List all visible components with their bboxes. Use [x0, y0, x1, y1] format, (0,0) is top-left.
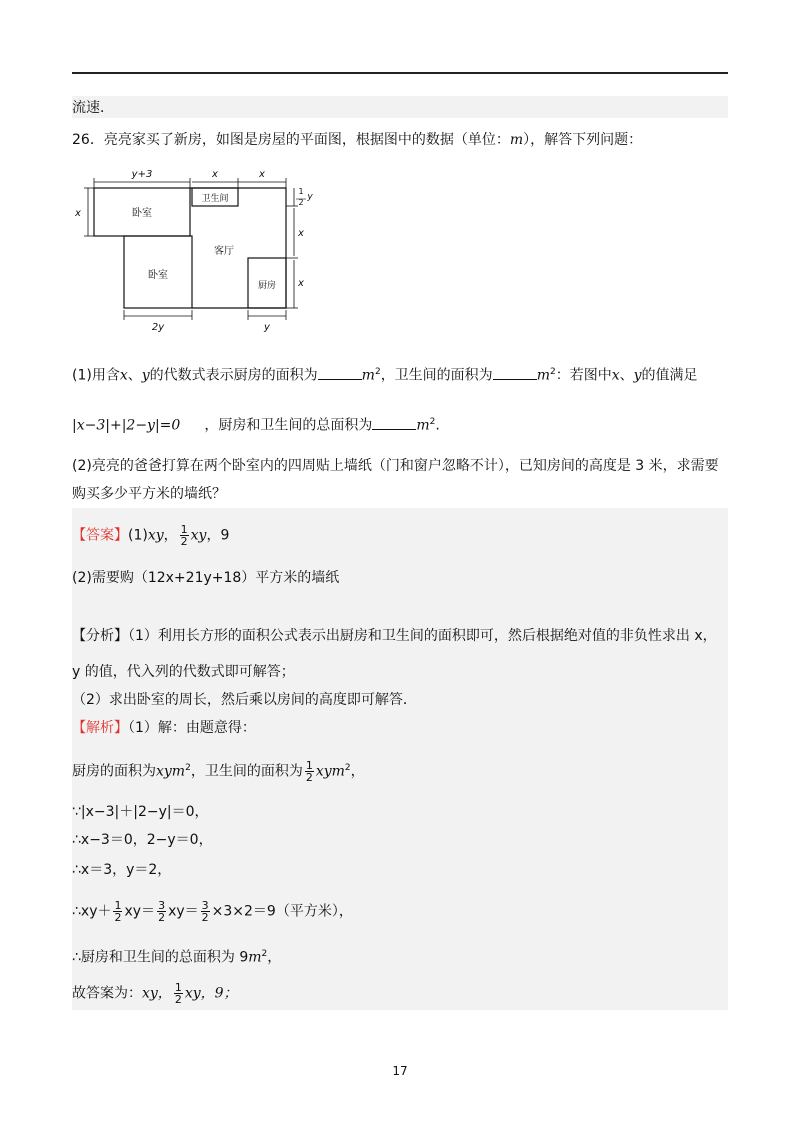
dim-right-frac-var: y	[307, 192, 313, 202]
fraction-step5-b: $\frac{3}{2}$	[158, 899, 166, 924]
dim-right-bottom: x	[298, 278, 304, 289]
blank-kitchen-area[interactable]	[318, 365, 362, 380]
floor-plan-figure	[72, 160, 312, 340]
blank-total-area[interactable]	[372, 415, 416, 430]
solution-step6: ∴厨房和卫生间的总面积为 $9m^2$，	[72, 949, 282, 966]
solution-step3: ∴x−3＝0，2−y＝0，	[72, 832, 213, 848]
dim-top-bathroom: x	[212, 169, 218, 180]
dim-bottom-kitchen: y	[264, 322, 270, 333]
q1-line2: |x−3|+|2−y|=0 ，厨房和卫生间的总面积为 $m^2$.	[72, 412, 440, 436]
fraction-step5-a: $\frac{1}{2}$	[114, 899, 122, 924]
dim-top-bedroom: y+3	[131, 169, 153, 180]
abs-equation: |x−3|+|2−y|=0	[72, 417, 181, 434]
analysis-line3: （2）求出卧室的周长，然后乘以房间的高度即可解答．	[72, 692, 417, 708]
dim-right-mid: x	[298, 228, 304, 239]
analysis-tag: 【分析】	[72, 628, 128, 644]
prev-line: 流速．	[72, 100, 114, 116]
dim-bottom-bedroom: 2y	[151, 322, 165, 333]
label-bedroom-1: 卧室	[132, 208, 152, 219]
prev-answer-block	[72, 96, 728, 118]
fraction-half-step1: $\frac{1}{2}$	[305, 759, 313, 785]
fraction-step7: $\frac{1}{2}$	[174, 981, 182, 1006]
solution-step7: 故答案为：xy， $\frac{1}{2}$ xy，9；	[72, 981, 238, 1006]
analysis-line1: 【分析】（1）利用长方形的面积公式表示出厨房和卫生间的面积即可，然后根据绝对值的非负性求出 x，	[72, 628, 717, 644]
q2-line2: 购买多少平方米的墙纸？	[72, 486, 226, 502]
label-bedroom-2: 卧室	[148, 270, 168, 281]
solution-intro: 【解析】（1）解：由题意得：	[72, 720, 256, 736]
answer-tag: 【答案】	[72, 527, 128, 544]
answer-line1: 【答案】(1)xy， $\frac{1}{2}$ xy，9	[72, 523, 230, 548]
header-rule	[72, 72, 728, 74]
dim-top-right: x	[259, 169, 265, 180]
solution-step2: ∵|x−3|＋|2−y|＝0，	[72, 804, 209, 820]
label-kitchen: 厨房	[257, 281, 277, 291]
dim-right-frac-num: 1	[298, 187, 304, 196]
solution-step4: ∴x＝3，y＝2，	[72, 862, 172, 878]
analysis-line2: y 的值，代入列的代数式即可解答；	[72, 664, 295, 680]
blank-bathroom-area[interactable]	[493, 365, 537, 380]
answer-line2: (2)需要购（12x+21y+18）平方米的墙纸	[72, 570, 340, 586]
dim-left: x	[75, 208, 81, 219]
page-number: 17	[392, 1064, 408, 1078]
q1-line1: (1)用含x、y的代数式表示厨房的面积为 $m^2$，卫生间的面积为 $m^2$：若图中x、y的值满足	[72, 362, 698, 386]
question-stem: 26．亮亮家买了新房，如图是房屋的平面图，根据图中的数据（单位：m），解答下列问题：	[72, 132, 643, 148]
dim-right-frac-den: 2	[298, 198, 304, 207]
solution-step5: ∴xy＋ $\frac{1}{2}$ xy＝ $\frac{3}{2}$ xy＝ $\frac{3}{2}$ ×3×2＝9（平方米），	[72, 899, 353, 924]
fraction-half: $\frac{1}{2}$	[180, 523, 188, 548]
fraction-step5-c: $\frac{3}{2}$	[201, 899, 209, 924]
solution-step1: 厨房的面积为xym$^2$，卫生间的面积为 $\frac{1}{2}$ xym$^2$，	[72, 759, 365, 785]
label-living: 客厅	[214, 246, 234, 257]
solution-tag: 【解析】	[72, 720, 128, 736]
label-bathroom: 卫生间	[201, 194, 229, 204]
q2-line1: (2)亮亮的爸爸打算在两个卧室内的四周贴上墙纸（门和窗户忽略不计），已知房间的高度是 3 米，求需要	[72, 458, 719, 474]
